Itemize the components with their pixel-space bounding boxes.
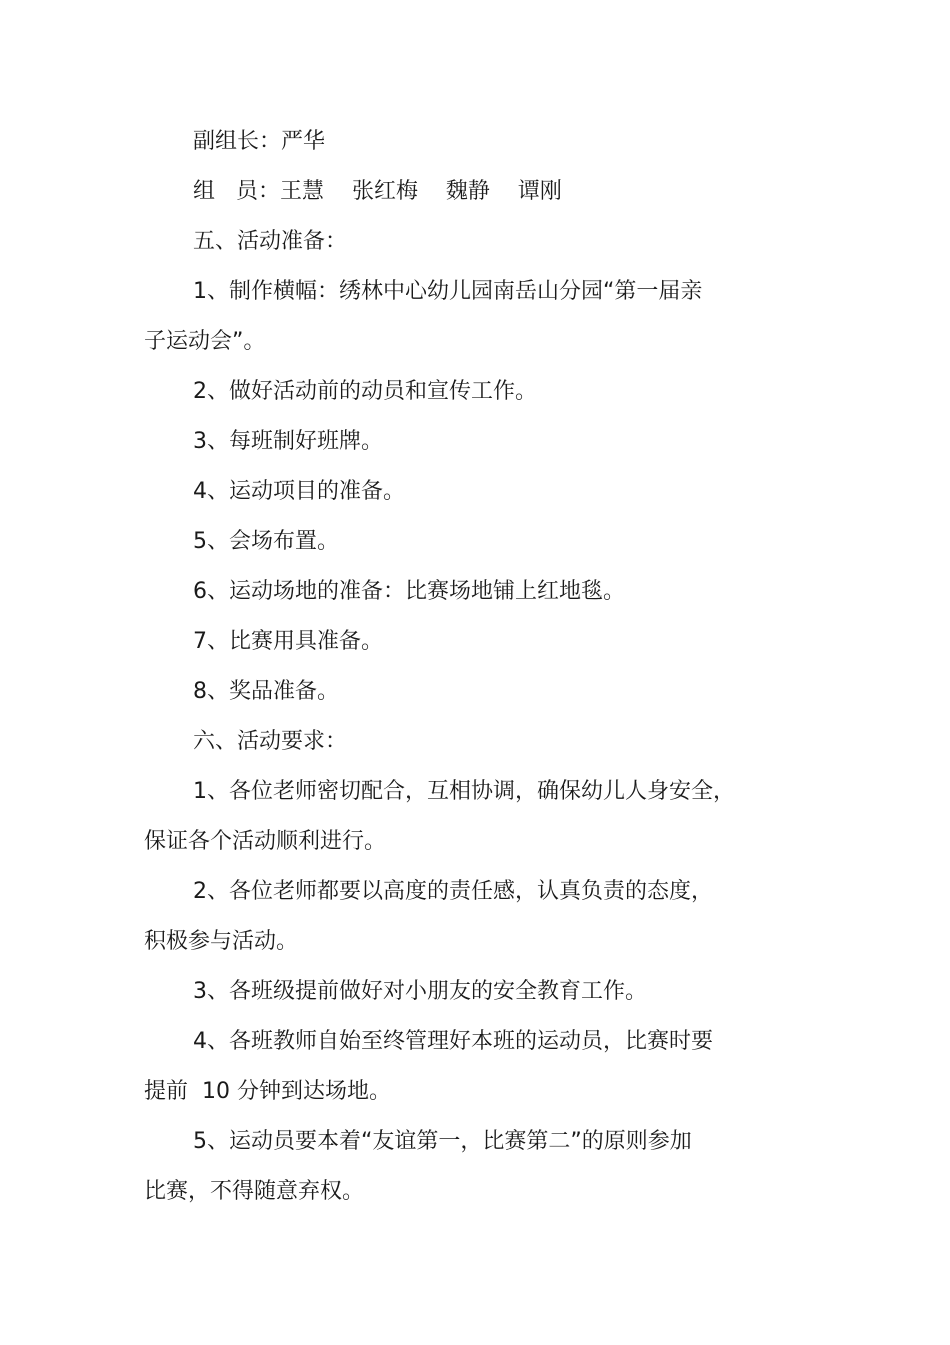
section-heading-requirements: 六、活动要求： (193, 729, 348, 754)
prep-item-6: 6、运动场地的准备：比赛场地铺上红地毯。 (193, 579, 625, 604)
req-item-5: 5、运动员要本着“友谊第一，比赛第二”的原则参加 (193, 1129, 692, 1154)
req-item-4: 4、各班教师自始至终管理好本班的运动员，比赛时要 (193, 1029, 713, 1054)
members-line: 组 员：王慧 张红梅 魏静 谭刚 (193, 179, 562, 204)
req-item-1-continued: 保证各个活动顺利进行。 (144, 829, 387, 854)
prep-item-3: 3、每班制好班牌。 (193, 429, 383, 454)
prep-item-7: 7、比赛用具准备。 (193, 629, 383, 654)
req-item-4-continued: 提前 10 分钟到达场地。 (144, 1079, 391, 1104)
prep-item-1-continued: 子运动会”。 (144, 329, 266, 354)
req-item-1: 1、各位老师密切配合，互相协调，确保幼儿人身安全， (193, 779, 735, 804)
req-item-3: 3、各班级提前做好对小朋友的安全教育工作。 (193, 979, 647, 1004)
req-item-2-continued: 积极参与活动。 (144, 929, 299, 954)
section-heading-preparation: 五、活动准备： (193, 229, 348, 254)
req-item-5-continued: 比赛，不得随意弃权。 (144, 1179, 365, 1204)
req-item-2: 2、各位老师都要以高度的责任感，认真负责的态度， (193, 879, 713, 904)
prep-item-8: 8、奖品准备。 (193, 679, 339, 704)
prep-item-1: 1、制作横幅：绣林中心幼儿园南岳山分园“第一届亲 (193, 279, 703, 304)
prep-item-2: 2、做好活动前的动员和宣传工作。 (193, 379, 537, 404)
deputy-leader-line: 副组长：严华 (193, 129, 326, 154)
prep-item-5: 5、会场布置。 (193, 529, 339, 554)
prep-item-4: 4、运动项目的准备。 (193, 479, 405, 504)
